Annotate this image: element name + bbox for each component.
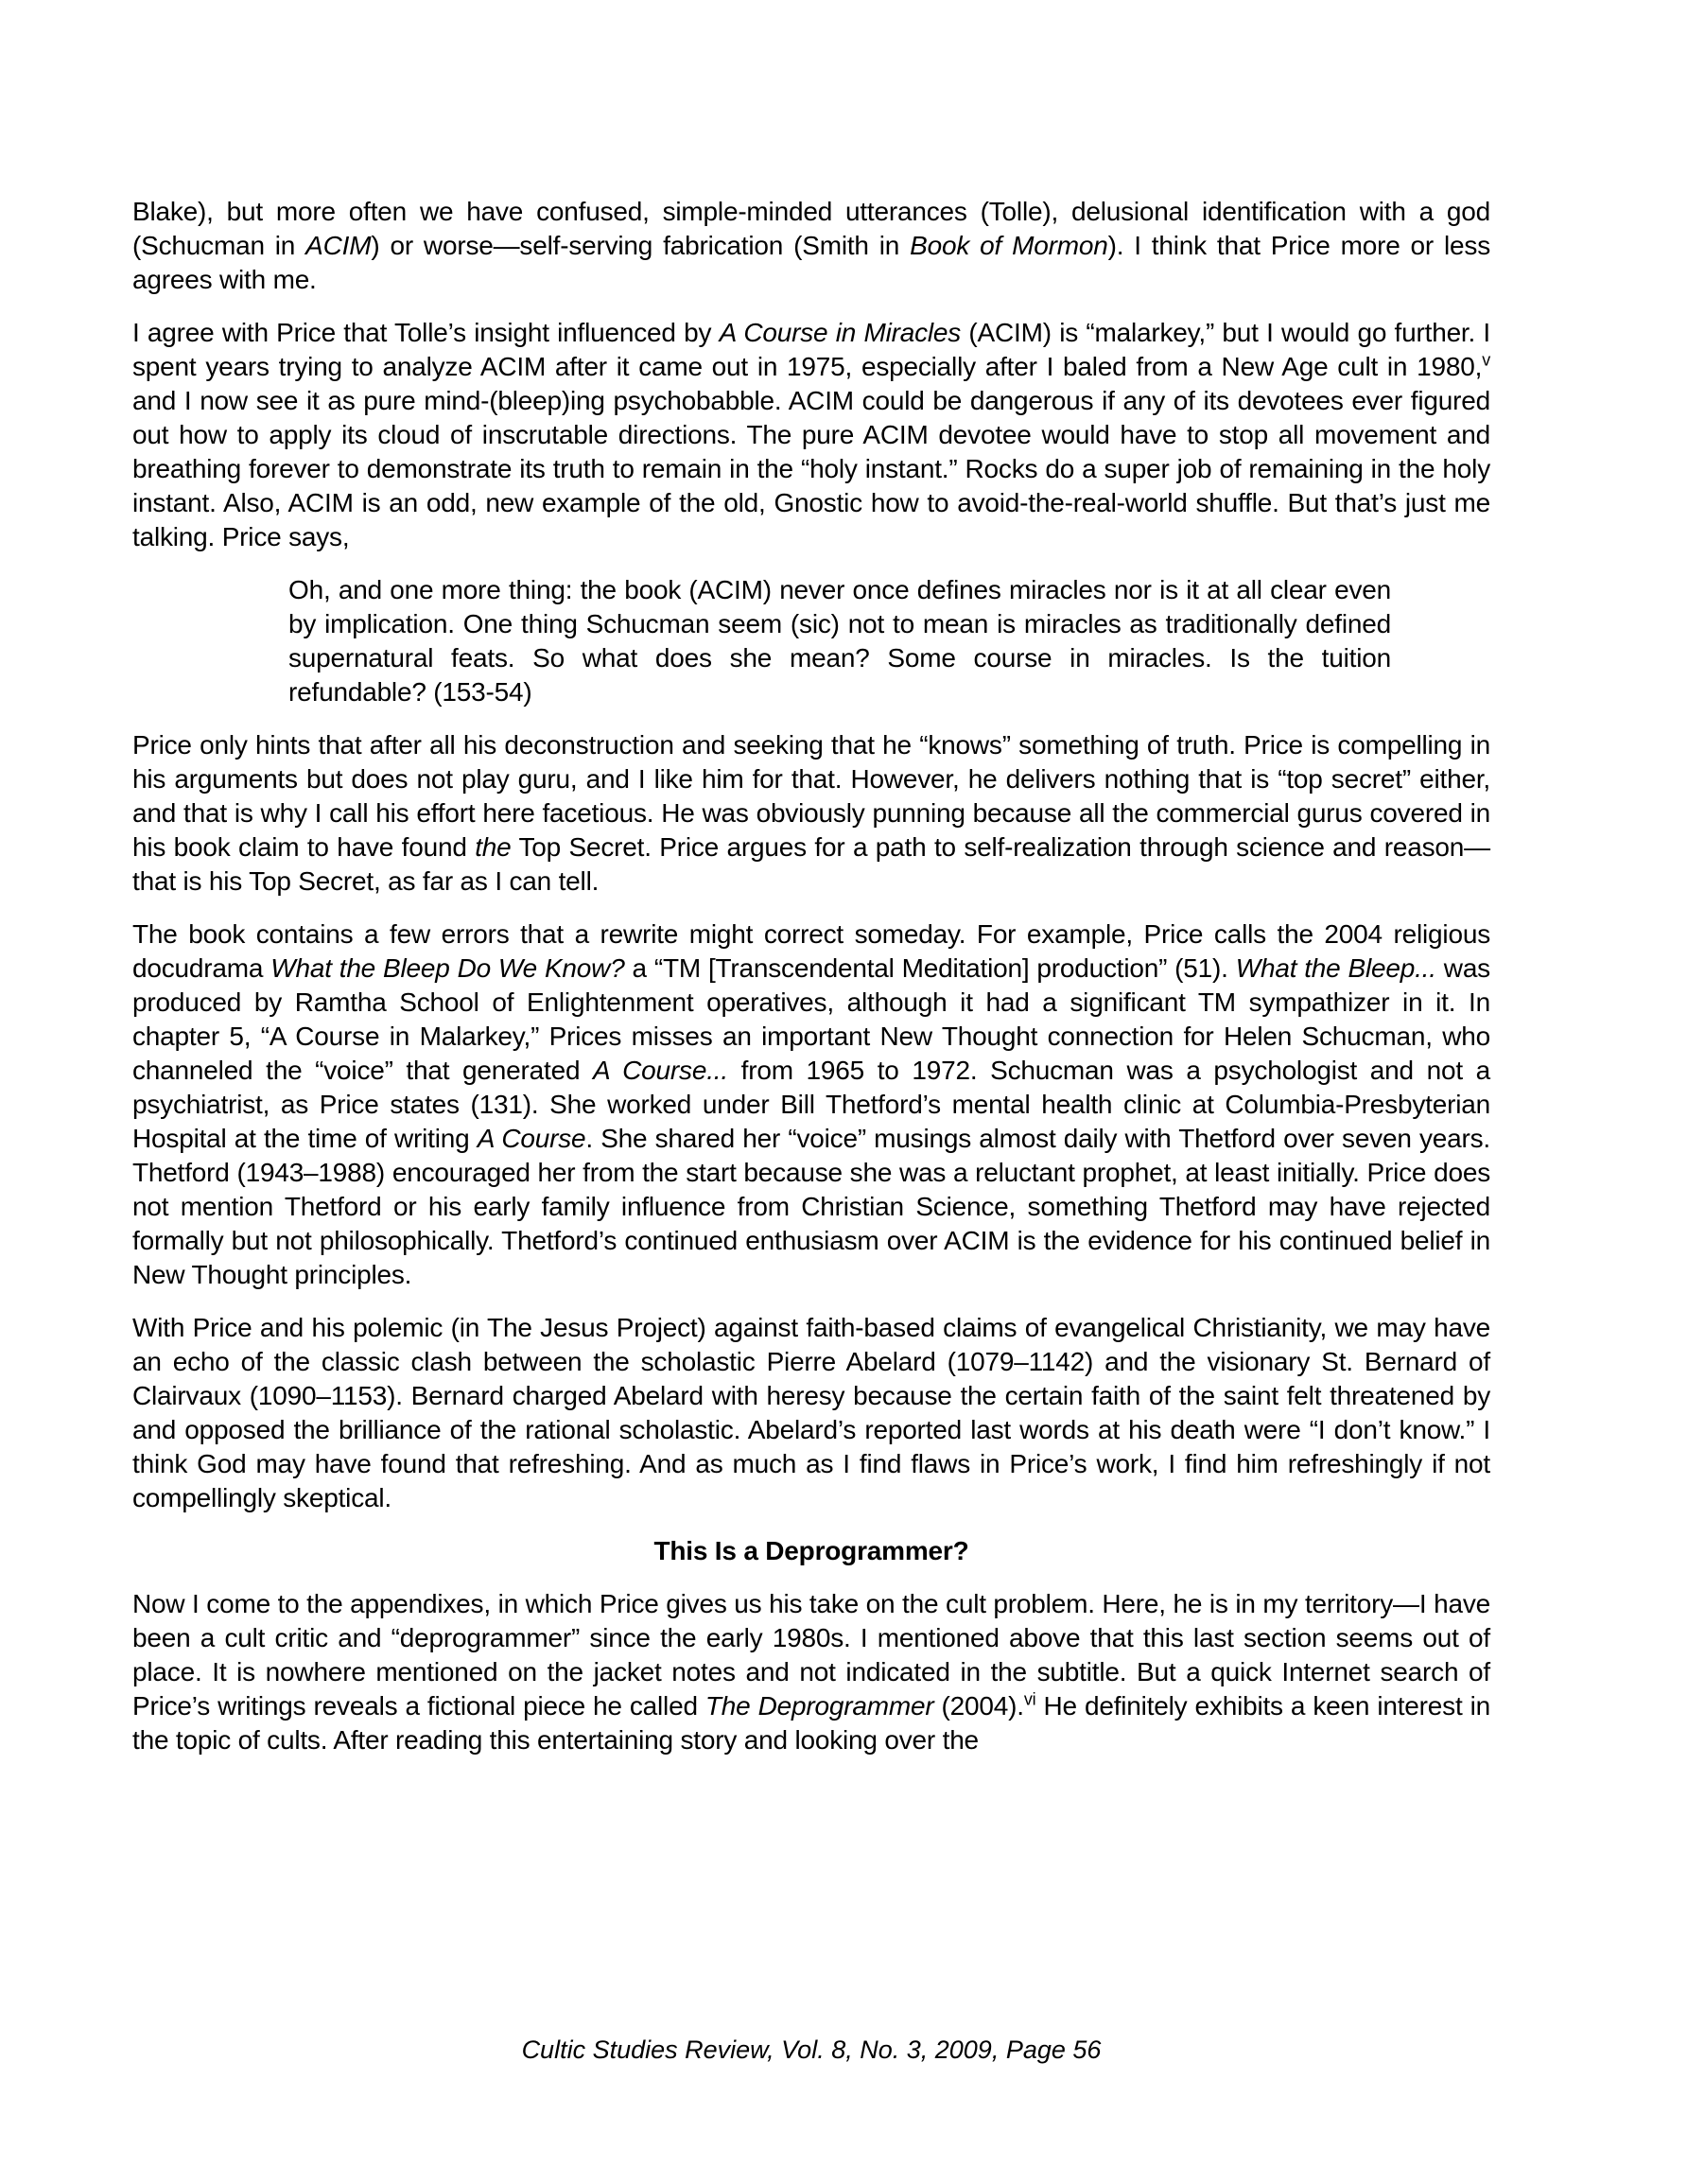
text-run: Now I come to the appendixes, in which Price gives us his take on the cult problem. Here, he is in my territory—I have been a cult critic and “deprogrammer” since the early 1980s. I mentioned above that this last section seems out of place. It is nowhere mentioned on the jacket notes and not indicated in the subtitle. But a quick Internet search of Price’s writings reveals a fictional piece he called [132,1589,1490,1721]
section-heading [132,1534,1490,1568]
page-footer [132,2034,1490,2066]
text-run: He definitely exhibits a keen interest in the topic of cults. After reading this entertaining story and looking over the [132,1691,1490,1755]
text-run: What the Bleep... [1235,953,1436,983]
text-run: a “TM [Transcendental Meditation] production” (51). [624,953,1236,983]
text-run: Book of Mormon [910,231,1108,260]
text-run: Price only hints that after all his deconstruction and seeking that he “knows” something of truth. Price is compelling in his arguments but does not play guru, and I like him for that. However, he delivers nothing that is “top secret” either, and that is why I call his effort here facetious. He was obviously punning because all the commercial gurus covered in his book claim to have found [132,730,1490,862]
text-run: The book contains a few errors that a rewrite might correct someday. For example, Price calls the 2004 religious docudrama [132,919,1490,983]
text-run: What the Bleep Do We Know? [270,953,625,983]
text-run: Top Secret. Price argues for a path to self-realization through science and reason—that is his Top Secret, as far as I can tell. [132,832,1490,896]
text-run: ) or worse—self-serving fabrication (Smith in [371,231,911,260]
text-run: ACIM [305,231,372,260]
text-run: Oh, and one more thing: the book (ACIM) never once defines miracles nor is it at all clear even by implication. One thing Schucman seem (sic) not to mean is miracles as traditionally defined supernatural feats. So what does she mean? Some course in miracles. Is the tuition refundable? (153-54) [288,575,1391,707]
paragraph [132,917,1490,1292]
text-run: This Is a Deprogrammer? [653,1536,969,1565]
text-run: Blake), but more often we have confused, simple-minded utterances (Tolle), delusional identification with a god (Schucman in [132,197,1490,260]
paragraph [132,316,1490,554]
document-body [132,195,1490,1776]
paragraph [132,1587,1490,1757]
text-run: the [475,832,512,862]
paragraph [132,1311,1490,1515]
text-run: was produced by Ramtha School of Enlightenment operatives, although it had a significant TM sympathizer in it. In chapter 5, “A Course in Malarkey,” Prices misses an important New Thought connection for Helen Schucman, who channeled the “voice” that generated [132,953,1490,1085]
text-run: from 1965 to 1972. Schucman was a psychologist and not a psychiatrist, as Price states (131). She worked under Bill Thetford’s mental health clinic at Columbia-Presbyterian Hospital at the time of writing [132,1056,1490,1153]
footer-text: Cultic Studies Review, Vol. 8, No. 3, 2009, Page 56 [521,2035,1102,2064]
text-run: The Deprogrammer [704,1691,934,1721]
text-run: A Course... [593,1056,728,1085]
text-run: A Course in Miracles [719,318,962,347]
paragraph [132,195,1490,297]
text-run: (ACIM) is “malarkey,” but I would go further. I spent years trying to analyze ACIM after it came out in 1975, especially after I baled from a New Age cult in 1980, [132,318,1491,381]
text-run: A Course [477,1124,586,1153]
text-run: I agree with Price that Tolle’s insight influenced by [132,318,720,347]
text-run: With Price and his polemic (in The Jesus Project) against faith-based claims of evangelical Christianity, we may have an echo of the classic clash between the scholastic Pierre Abelard (1079–1142) and the visionary St. Bernard of Clairvaux (1090–1153). Bernard charged Abelard with heresy because the certain faith of the saint felt threatened by and opposed the brilliance of the rational scholastic. Abelard’s reported last words at his death were “I don’t know.” I think God may have found that refreshing. And as much as I find flaws in Price’s work, I find him refreshingly if not compellingly skeptical. [132,1313,1490,1512]
footnote-marker: v [1482,350,1490,370]
paragraph [132,728,1490,899]
text-run: and I now see it as pure mind-(bleep)ing psychobabble. ACIM could be dangerous if any of its devotees ever figured out how to apply its cloud of inscrutable directions. The pure ACIM devotee would have to stop all movement and breathing forever to demonstrate its truth to remain in the “holy instant.” Rocks do a super job of remaining in the holy instant. Also, ACIM is an odd, new example of the old, Gnostic how to avoid-the-real-world shuffle. But that’s just me talking. Price says, [132,386,1490,551]
text-run: . She shared her “voice” musings almost daily with Thetford over seven years. Thetford (1943–1988) encouraged her from the start because she was a reluctant prophet, at least initially. Price does not mention Thetford or his early family influence from Christian Science, something Thetford may have rejected formally but not philosophically. Thetford’s continued enthusiasm over ACIM is the evidence for his continued belief in New Thought principles. [132,1124,1490,1289]
text-run: (2004). [933,1691,1024,1721]
footnote-marker: vi [1023,1689,1036,1709]
block-quote [288,573,1391,709]
text-run: ). I think that Price more or less agrees with me. [132,231,1490,294]
